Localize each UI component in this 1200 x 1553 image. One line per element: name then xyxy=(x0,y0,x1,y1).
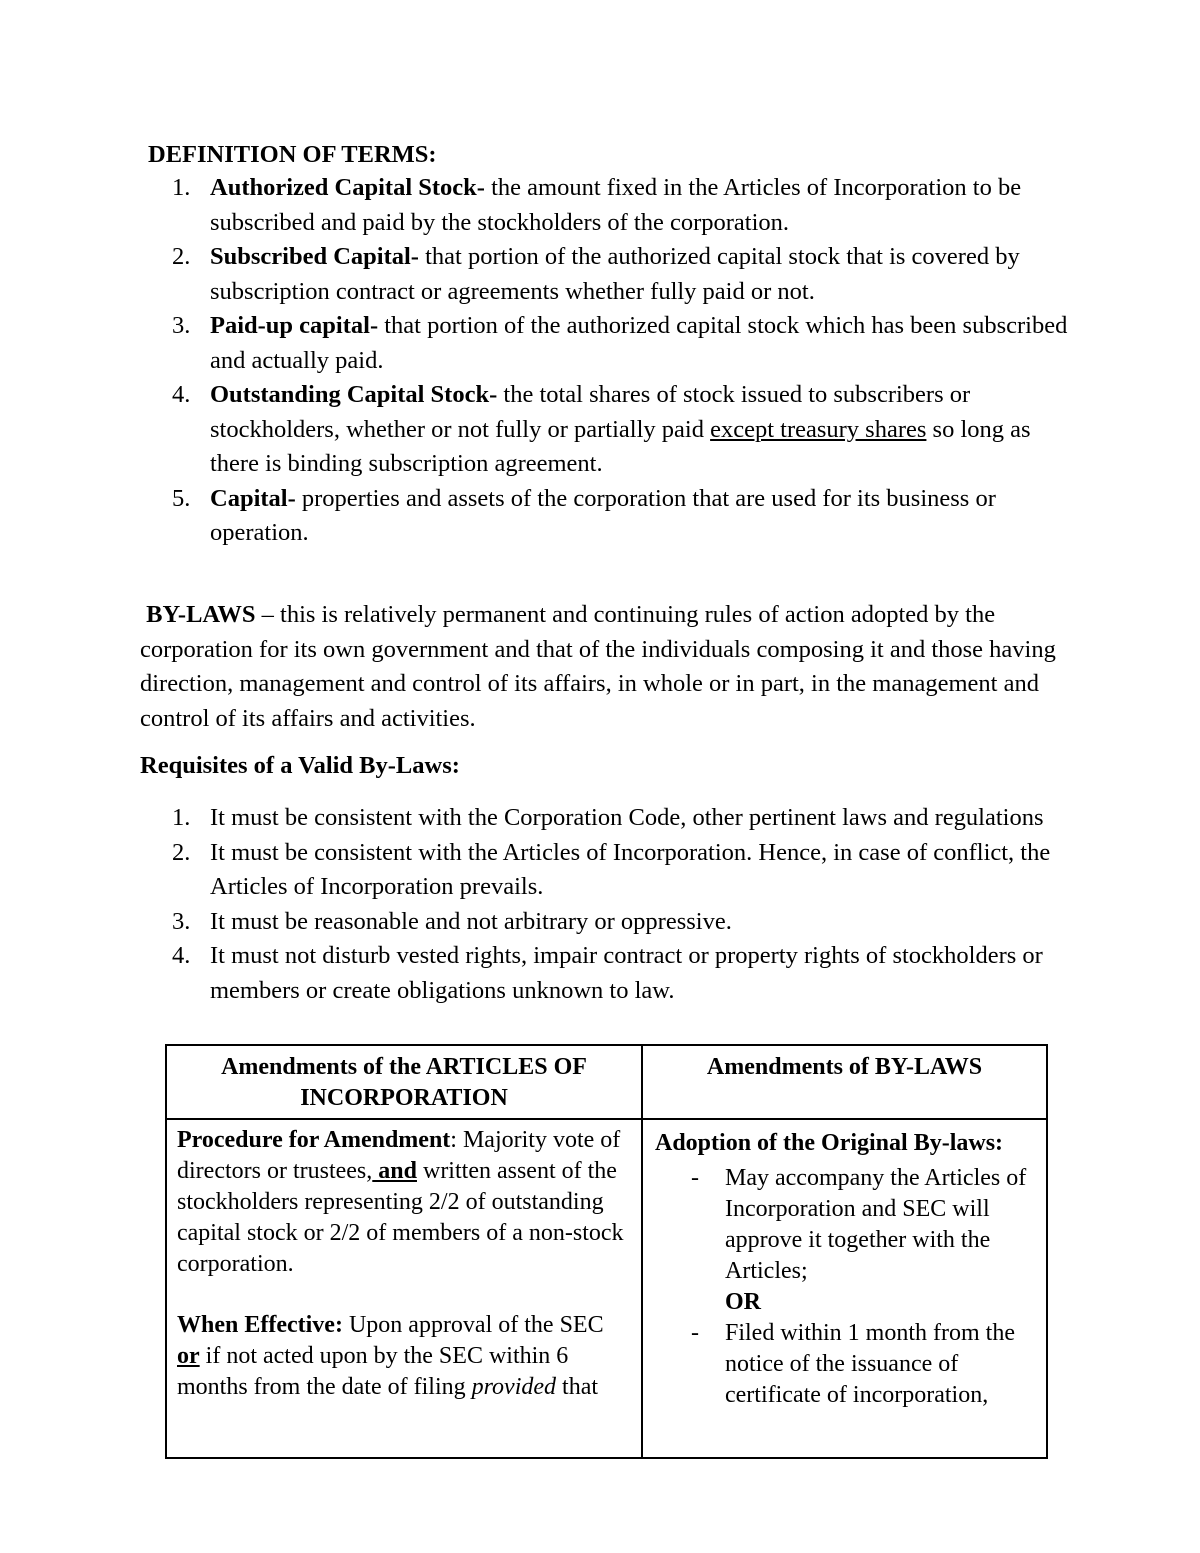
list-item xyxy=(140,240,1070,309)
provided-italic: provided xyxy=(471,1374,557,1400)
adoption-title: Adoption of the Original By-laws: xyxy=(655,1130,1004,1156)
procedure-text-end: written assent of the stockholders representing 2/2 of outstanding capital stock or 2/2 of members of a non-stock corporation. xyxy=(177,1158,624,1277)
effective-label: When Effective: xyxy=(177,1312,343,1338)
list-number: 2. xyxy=(172,838,191,866)
requisite-text: It must be reasonable and not arbitrary or oppressive. xyxy=(210,907,732,935)
list-number: 5. xyxy=(172,484,191,512)
list-item xyxy=(140,905,1070,940)
bullet-text: Filed within 1 month from the notice of the issuance of certificate of incorporation, xyxy=(725,1320,1015,1408)
header-bylaws: Amendments of BY-LAWS xyxy=(642,1045,1047,1119)
term-label: Paid-up capital- xyxy=(210,312,379,339)
list-item xyxy=(655,1163,1034,1318)
amendments-table xyxy=(165,1044,1048,1459)
or-label: OR xyxy=(725,1289,761,1315)
header-articles: Amendments of the ARTICLES OF INCORPORATION xyxy=(166,1045,642,1119)
definitions-heading: DEFINITION OF TERMS: xyxy=(148,141,437,168)
effective-text-middle: if not acted upon by the SEC within 6 months from the date of filing xyxy=(177,1343,569,1400)
list-item xyxy=(140,171,1070,240)
list-item xyxy=(140,482,1070,551)
list-number: 3. xyxy=(172,907,191,935)
or-emphasis: or xyxy=(177,1343,200,1369)
procedure-text: : Majority vote of directors or trustees, xyxy=(177,1127,621,1184)
articles-cell xyxy=(166,1119,642,1458)
list-item xyxy=(140,378,1070,482)
effective-text: Upon approval of the SEC xyxy=(342,1312,604,1338)
list-number: 1. xyxy=(172,804,191,831)
procedure-paragraph xyxy=(177,1125,631,1280)
list-item xyxy=(140,309,1070,378)
term-label: Subscribed Capital- xyxy=(210,243,419,270)
requisite-text: It must not disturb vested rights, impair contract or property rights of stockholders or members or create obligations unknown to law. xyxy=(210,942,1043,1004)
term-label: Outstanding Capital Stock- xyxy=(210,381,498,408)
term-definition: properties and assets of the corporation that are used for its business or operation. xyxy=(210,484,996,546)
definitions-list xyxy=(140,171,1070,551)
list-number: 1. xyxy=(172,174,191,201)
list-item xyxy=(140,801,1070,836)
table-header-row xyxy=(166,1045,1047,1119)
requisite-text: It must be consistent with the Corporation Code, other pertinent laws and regulations xyxy=(210,804,1044,831)
effective-paragraph xyxy=(177,1310,631,1403)
bylaws-definition: – this is relatively permanent and continuing rules of action adopted by the corporation for its own government and that of the individuals composing it and those having direction, management and control of its affairs, in whole or in part, in the management and control of its affairs and activities. xyxy=(140,601,1056,732)
term-definition: the total shares of stock issued to subscribers or stockholders, whether or not fully or partially paid xyxy=(210,381,971,443)
table-row xyxy=(166,1119,1047,1458)
adoption-list xyxy=(655,1163,1034,1411)
bylaws-term: BY-LAWS xyxy=(146,601,256,628)
list-item xyxy=(140,836,1070,905)
list-item xyxy=(140,939,1070,1008)
term-label: Authorized Capital Stock- xyxy=(210,174,485,201)
underlined-phrase: except treasury shares xyxy=(710,415,927,443)
term-definition: that portion of the authorized capital stock that is covered by subscription contract or agreements whether fully paid or not. xyxy=(210,243,1020,305)
requisite-text: It must be consistent with the Articles of Incorporation. Hence, in case of conflict, the Articles of Incorporation prevails. xyxy=(210,838,1051,900)
list-number: 3. xyxy=(172,312,191,339)
requisites-list xyxy=(140,801,1070,1008)
term-definition-end: so long as there is binding subscription agreement. xyxy=(210,415,1031,477)
procedure-label: Procedure for Amendment xyxy=(177,1127,451,1153)
dash-bullet: - xyxy=(691,1320,699,1346)
bylaws-cell xyxy=(642,1119,1047,1458)
list-number: 2. xyxy=(172,243,191,270)
and-emphasis: and xyxy=(372,1158,417,1184)
bylaws-paragraph xyxy=(140,598,1080,736)
requisites-heading: Requisites of a Valid By-Laws: xyxy=(140,752,460,779)
list-item xyxy=(655,1318,1034,1411)
bullet-text: May accompany the Articles of Incorporation and SEC will approve it together with the Articles; xyxy=(725,1165,1027,1284)
dash-bullet: - xyxy=(691,1165,699,1191)
term-label: Capital- xyxy=(210,484,296,512)
term-definition: that portion of the authorized capital stock which has been subscribed and actually paid. xyxy=(210,312,1068,374)
effective-text-end: that xyxy=(556,1374,599,1400)
list-number: 4. xyxy=(172,381,191,408)
list-number: 4. xyxy=(172,942,191,969)
term-definition: the amount fixed in the Articles of Incorporation to be subscribed and paid by the stockholders of the corporation. xyxy=(210,174,1022,236)
